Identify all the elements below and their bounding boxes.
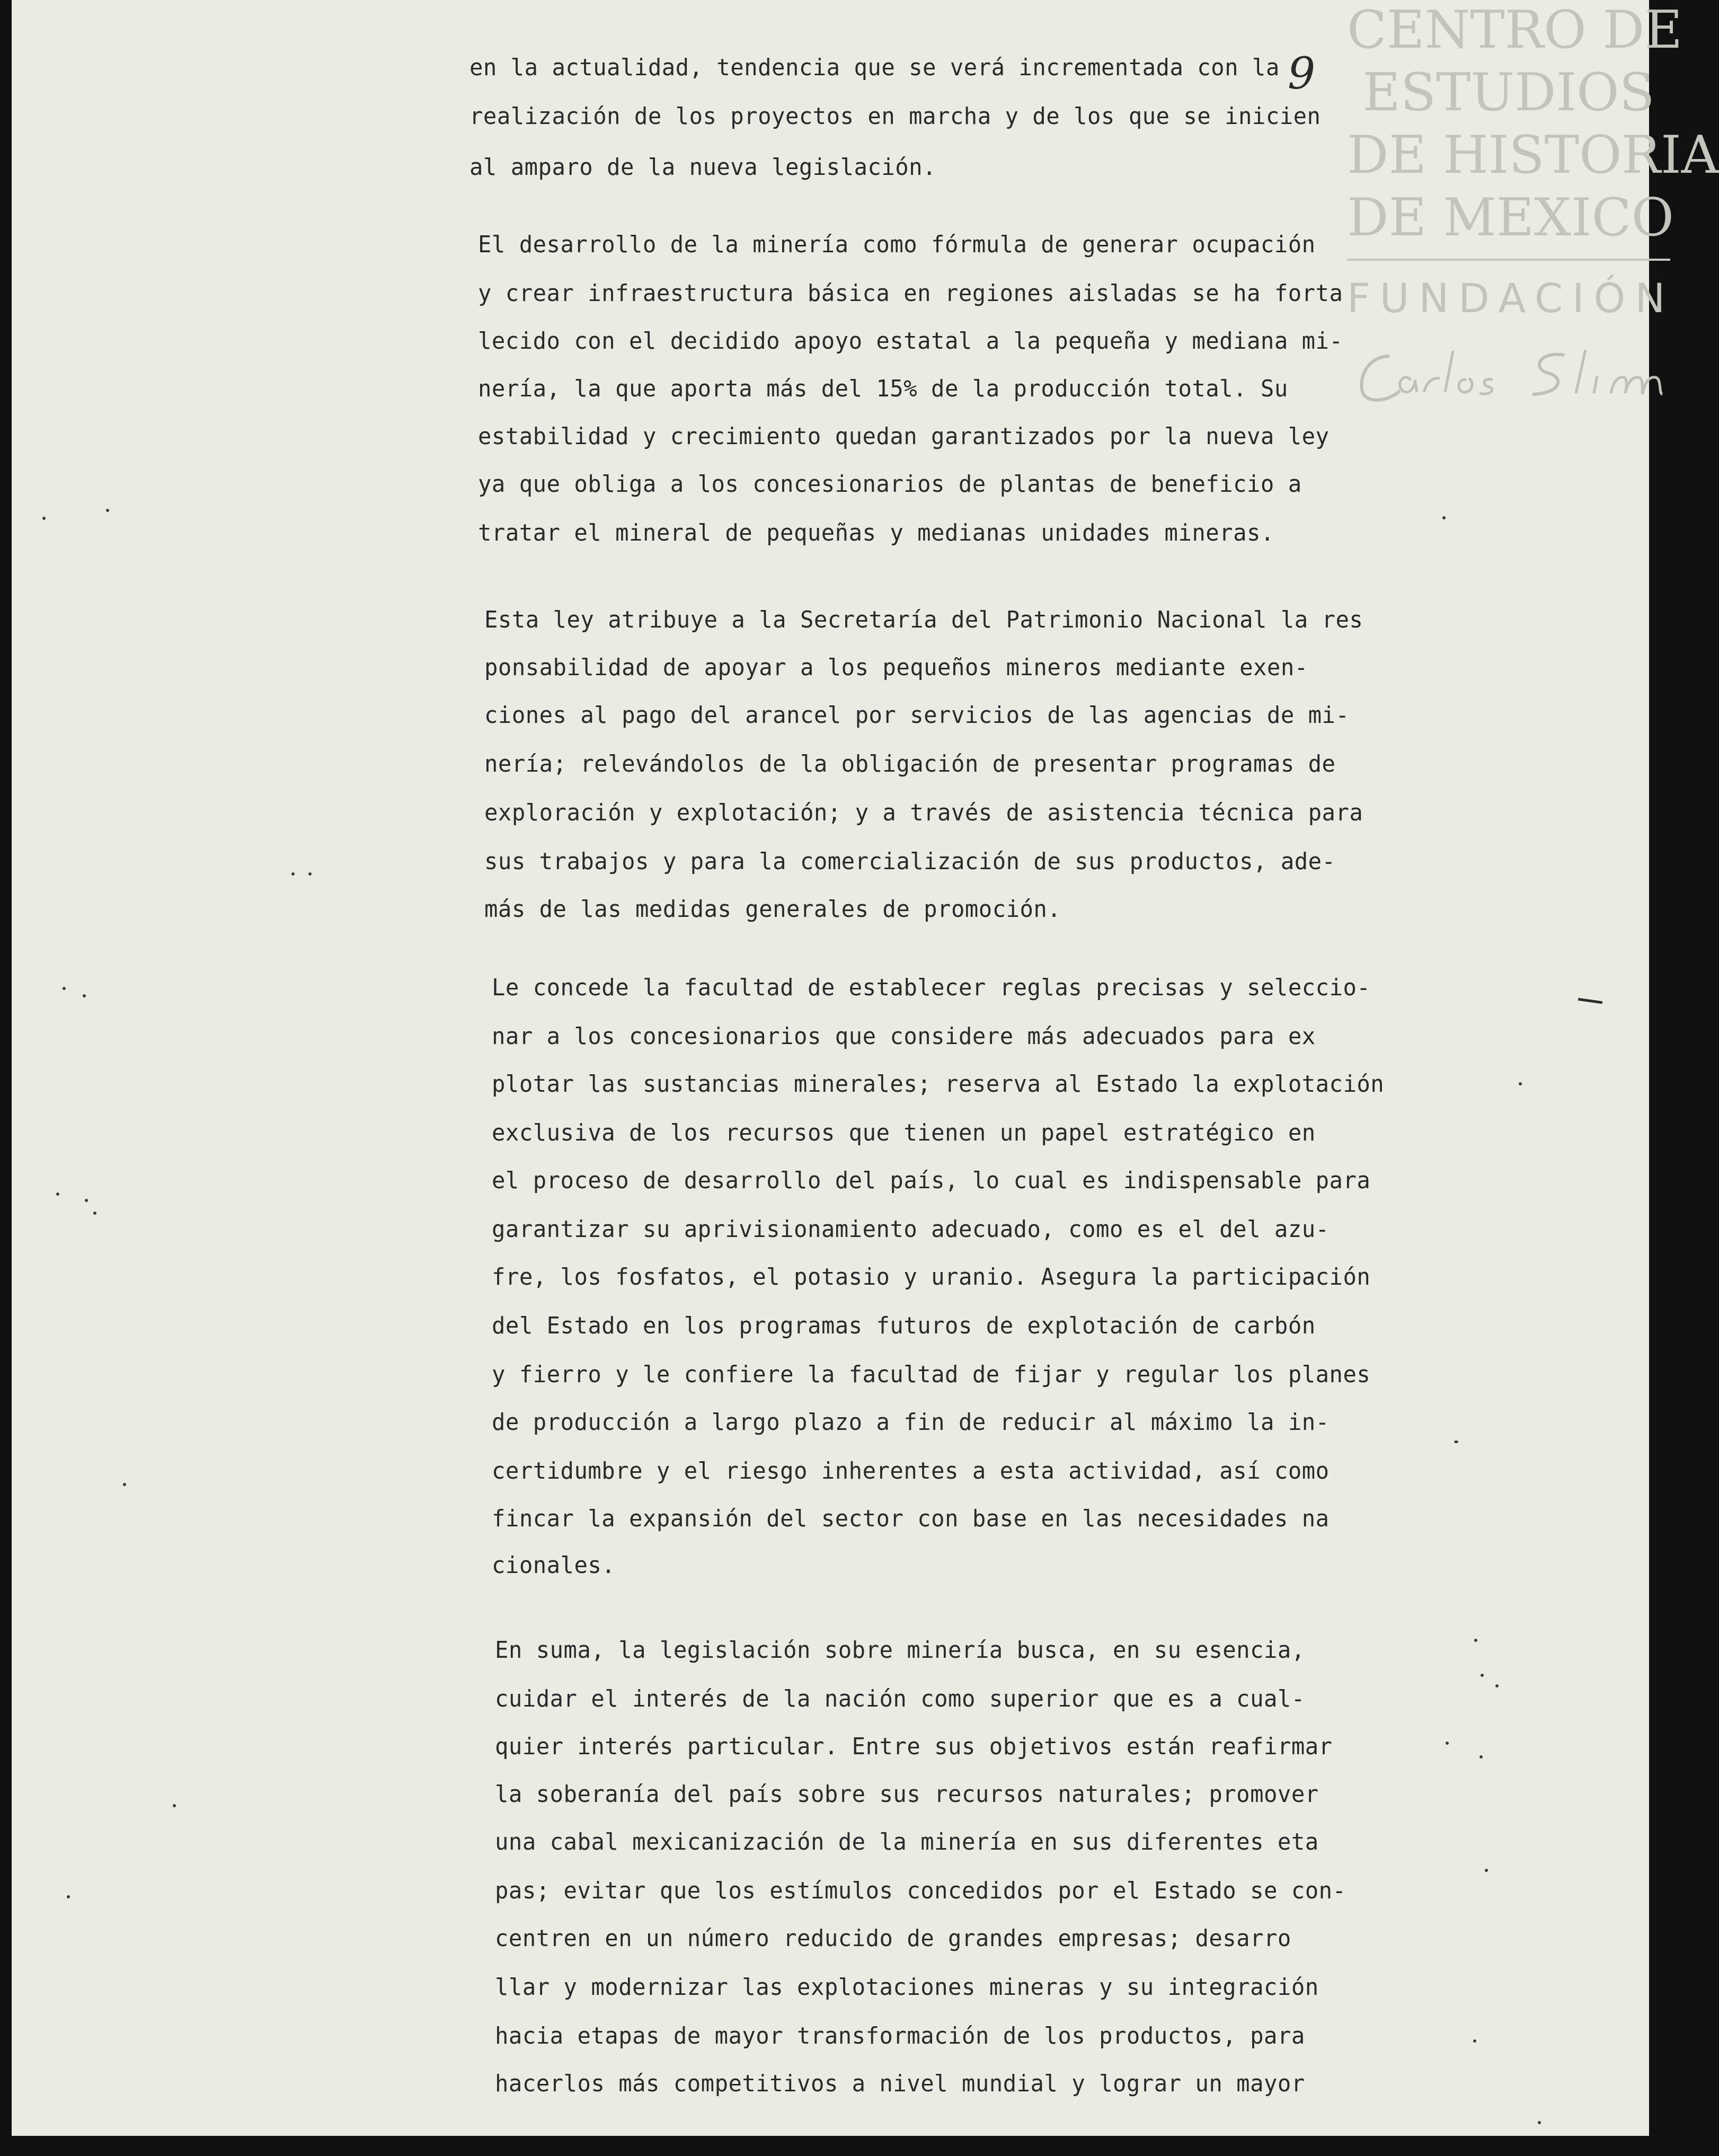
text-line: llar y modernizar las explotaciones mineras y su integración	[495, 1974, 1319, 2001]
scan-mark	[1578, 998, 1602, 1004]
scan-speck	[83, 994, 86, 997]
scan-speck	[1446, 1742, 1449, 1745]
text-line: cionales.	[492, 1552, 616, 1579]
text-line: más de las medidas generales de promoción.	[484, 896, 1061, 923]
watermark-fundacion: FUNDACIÓN	[1347, 275, 1675, 322]
text-line: hacerlos más competitivos a nivel mundial y lograr un mayor	[495, 2070, 1305, 2097]
text-line: nería, la que aporta más del 15% de la producción total. Su	[478, 375, 1288, 402]
scan-speck	[1454, 1441, 1458, 1443]
text-line: exclusiva de los recursos que tienen un papel estratégico en	[492, 1119, 1316, 1146]
text-line: certidumbre y el riesgo inherentes a esta actividad, así como	[492, 1457, 1330, 1485]
text-line: plotar las sustancias minerales; reserva al Estado la explotación	[492, 1071, 1385, 1098]
scan-speck	[1474, 1639, 1477, 1642]
signature-icon	[1352, 335, 1670, 409]
scan-speck	[85, 1199, 88, 1202]
text-line: fincar la expansión del sector con base en las necesidades na	[492, 1505, 1330, 1532]
text-line: sus trabajos y para la comercialización de sus productos, ade-	[484, 848, 1336, 875]
scan-speck	[63, 987, 66, 990]
watermark-line: DE HISTORIA	[1347, 125, 1719, 185]
text-line: realización de los proyectos en marcha y de los que se inicien	[469, 103, 1321, 130]
text-line: de producción a largo plazo a fin de reducir al máximo la in-	[492, 1409, 1330, 1436]
text-line: exploración y explotación; y a través de asistencia técnica para	[484, 799, 1363, 826]
scan-speck	[308, 872, 312, 876]
text-line: lecido con el decidido apoyo estatal a la pequeña y mediana mi-	[478, 328, 1343, 355]
text-line: estabilidad y crecimiento quedan garantizados por la nueva ley	[478, 423, 1330, 450]
text-line: pas; evitar que los estímulos concedidos por el Estado se con-	[495, 1877, 1346, 1904]
text-line: Le concede la facultad de establecer reglas precisas y seleccio-	[492, 974, 1371, 1001]
text-line: y crear infraestructura básica en regiones aisladas se ha forta	[478, 280, 1343, 307]
text-line: hacia etapas de mayor transformación de los productos, para	[495, 2022, 1305, 2049]
text-line: En suma, la legislación sobre minería busca, en su esencia,	[495, 1637, 1305, 1664]
watermark-line: ESTUDIOS	[1362, 63, 1655, 123]
scan-speck	[173, 1804, 176, 1807]
watermark-line: DE MEXICO	[1347, 188, 1674, 248]
scan-speck	[123, 1483, 126, 1486]
scan-speck	[1442, 516, 1446, 519]
watermark-divider	[1347, 259, 1670, 261]
scan-speck	[42, 517, 46, 520]
page-number: 9	[1288, 49, 1316, 99]
watermark-line: CENTRO DE	[1347, 0, 1683, 60]
scan-speck	[1481, 1674, 1484, 1677]
text-line: ya que obliga a los concesionarios de plantas de beneficio a	[478, 471, 1302, 498]
text-line: Esta ley atribuye a la Secretaría del Patrimonio Nacional la res	[484, 606, 1363, 633]
scan-speck	[67, 1895, 70, 1898]
text-line: del Estado en los programas futuros de explotación de carbón	[492, 1312, 1316, 1339]
text-line: una cabal mexicanización de la minería en sus diferentes eta	[495, 1828, 1319, 1855]
text-line: fre, los fosfatos, el potasio y uranio. Asegura la participación	[492, 1263, 1371, 1291]
scan-speck	[56, 1192, 59, 1196]
text-line: nería; relevándolos de la obligación de presentar programas de	[484, 750, 1336, 777]
text-line: en la actualidad, tendencia que se verá incrementada con la	[469, 54, 1280, 81]
scan-speck	[1495, 1684, 1499, 1687]
text-line: centren en un número reducido de grandes empresas; desarro	[495, 1925, 1291, 1952]
text-line: el proceso de desarrollo del país, lo cual es indispensable para	[492, 1167, 1371, 1194]
scan-speck	[1485, 1869, 1488, 1872]
text-line: ciones al pago del arancel por servicios de las agencias de mi-	[484, 702, 1350, 729]
text-line: ponsabilidad de apoyar a los pequeños mineros mediante exen-	[484, 654, 1308, 681]
scan-speck	[1479, 1755, 1483, 1759]
text-line: garantizar su aprivisionamiento adecuado, como es el del azu-	[492, 1216, 1330, 1243]
text-line: nar a los concesionarios que considere más adecuados para ex	[492, 1023, 1316, 1050]
scan-speck	[1473, 2039, 1476, 2043]
watermark-logo	[1347, 0, 1719, 413]
text-line: la soberanía del país sobre sus recursos naturales; promover	[495, 1781, 1319, 1808]
text-line: quier interés particular. Entre sus objetivos están reafirmar	[495, 1733, 1333, 1760]
scan-speck	[291, 872, 295, 876]
text-line: tratar el mineral de pequeñas y medianas unidades mineras.	[478, 519, 1274, 546]
scan-speck	[1538, 2121, 1541, 2124]
text-line: El desarrollo de la minería como fórmula de generar ocupación	[478, 231, 1316, 258]
scan-speck	[93, 1212, 96, 1215]
text-line: al amparo de la nueva legislación.	[469, 154, 936, 181]
text-line: y fierro y le confiere la facultad de fijar y regular los planes	[492, 1361, 1371, 1388]
scan-speck	[1519, 1082, 1522, 1085]
scan-speck	[106, 509, 109, 512]
document-page	[12, 0, 1719, 2136]
text-line: cuidar el interés de la nación como superior que es a cual-	[495, 1685, 1305, 1712]
